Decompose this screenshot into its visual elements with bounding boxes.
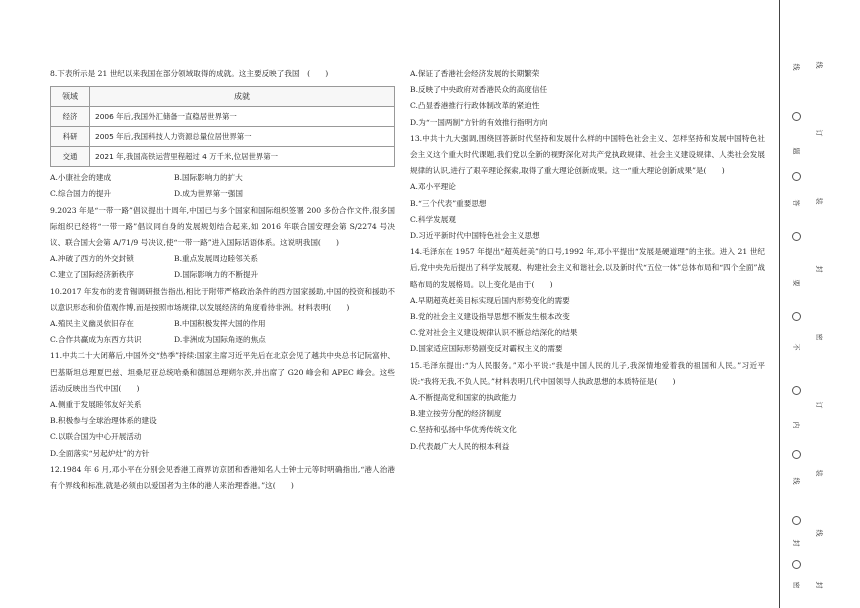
- binding-hole-icon: [792, 516, 801, 525]
- binding-hole-icon: [792, 312, 801, 321]
- table-header-row: [51, 87, 395, 107]
- binding-char: 装: [815, 469, 823, 477]
- q10-option-d[interactable]: D.非洲成为国际角逐的焦点: [174, 335, 266, 345]
- q9-option-c[interactable]: C.建立了国际经济新秩序: [50, 270, 134, 280]
- q10-stem: 10.2017 年发布的麦肯锡调研报告指出,相比于附带严格政治条件的西方国家援助,中国的投资和援助不以意识形态和价值观作博,而是按照市场规律,以发展经济的角度看待非洲。材料表明( ): [50, 286, 395, 312]
- table-header-achievement: 成就: [90, 87, 395, 107]
- q8-options-row: [50, 170, 395, 186]
- q8-stem: 8.下表所示是 21 世纪以来我国在部分领域取得的成就。这主要反映了我国 ( ): [50, 69, 329, 78]
- q10-options-row: [50, 332, 395, 348]
- q8-options-row: [50, 186, 395, 202]
- q12-option-b[interactable]: B.反映了中央政府对香港民众的高度信任: [410, 85, 548, 95]
- binding-char: 订: [815, 401, 823, 409]
- binding-char: 密: [815, 333, 823, 341]
- binding-margin: [789, 20, 803, 600]
- binding-char: 封: [815, 581, 823, 589]
- q15-option-b[interactable]: B.建立按劳分配的经济制度: [410, 409, 502, 419]
- binding-hole-icon: [792, 172, 801, 181]
- table-cell-achievement: 2006 年后,我国外汇储备一直稳居世界第一: [90, 107, 395, 127]
- q15-option-c[interactable]: C.坚持和弘扬中华优秀传统文化: [410, 425, 517, 435]
- table-cell-achievement: 2005 年后,我国科技人力资源总量位居世界第一: [90, 127, 395, 147]
- table-row: [51, 147, 395, 167]
- binding-char: 要: [792, 279, 800, 287]
- q11-option-c[interactable]: C.以联合国为中心开展活动: [50, 432, 142, 442]
- binding-char: 不: [792, 343, 800, 351]
- q14-stem: 14.毛泽东在 1957 年提出“超英赶美”的口号,1992 年,邓小平提出“发展是硬道理”的主张。进入 21 世纪后,党中央先后提出了科学发展观、构建社会主义和谐社会,以及新时代“五位一体”总体布局和“四个全面”战略布局的发展格局。以上变化是由于( ): [410, 247, 765, 289]
- table-cell-field: 科研: [51, 127, 90, 147]
- q11-option-b[interactable]: B.积极参与全球治理体系的建设: [50, 416, 157, 426]
- left-column: [50, 66, 395, 494]
- q9-options-row: [50, 267, 395, 283]
- binding-hole-icon: [792, 232, 801, 241]
- q9-options-row: [50, 251, 395, 267]
- q10-option-b[interactable]: B.中国积极发挥大国的作用: [174, 319, 266, 329]
- q12-option-a[interactable]: A.保证了香港社会经济发展的长期繁荣: [410, 69, 540, 78]
- q8-option-c[interactable]: C.综合国力的提升: [50, 189, 112, 199]
- table-cell-field: 交通: [51, 147, 90, 167]
- binding-line: [779, 0, 780, 608]
- q13-option-b[interactable]: B.“三个代表”重要思想: [410, 198, 487, 208]
- q15-option-a[interactable]: A.不断提高党和国家的执政能力: [410, 393, 517, 403]
- q9-option-a[interactable]: A.冲破了西方的外交封锁: [50, 254, 134, 264]
- binding-margin-outer: [812, 20, 826, 600]
- right-column: [410, 66, 765, 455]
- q9-stem: 9.2023 年是“一带一路”倡议提出十周年,中国已与多个国家和国际组织签署 200 多份合作文件,很多国际组织已经将“一带一路”倡议同自身的发展规划结合起来,如 2016 年联合国安理会第 S/2274 号决议、联合国大会第 A/71/9 号决议,使“一带一路”进入国际话语体系。这说明我国( ): [50, 205, 395, 248]
- binding-char: 线: [792, 63, 800, 71]
- binding-hole-icon: [792, 112, 801, 121]
- q14-option-b[interactable]: B.党的社会主义建设指导思想不断发生根本改变: [410, 312, 570, 322]
- q12-option-d[interactable]: D.为“一国两制”方针的有效推行指明方向: [410, 117, 548, 127]
- q11-option-d[interactable]: D.全面落实“另起炉灶”的方针: [50, 448, 150, 458]
- q9-option-b[interactable]: B.重点发展周边睦邻关系: [174, 254, 258, 264]
- table-row: [51, 107, 395, 127]
- binding-char: 封: [815, 265, 823, 273]
- q13-option-c[interactable]: C.科学发展观: [410, 214, 456, 224]
- q12-stem: 12.1984 年 6 月,邓小平在分别会见香港工商界访京团和香港知名人士钟士元等时明确指出,“港人治港有个界线和标准,就是必须由以爱国者为主体的港人来治理香港。”这( ): [50, 464, 395, 491]
- q9-option-d[interactable]: D.国际影响力的不断提升: [174, 270, 259, 280]
- q14-option-c[interactable]: C.党对社会主义建设规律认识不断总结深化的结果: [410, 328, 578, 338]
- q14-option-a[interactable]: A.早期超英赶美目标实现后国内形势变化的需要: [410, 295, 570, 305]
- binding-char: 封: [792, 539, 800, 547]
- q15-option-d[interactable]: D.代表最广大人民的根本利益: [410, 441, 510, 451]
- binding-char: 订: [815, 129, 823, 137]
- q13-option-d[interactable]: D.习近平新时代中国特色社会主义思想: [410, 231, 540, 241]
- q12-option-c[interactable]: C.凸显香港推行行政体制改革的紧迫性: [410, 101, 540, 111]
- binding-char: 线: [815, 61, 823, 69]
- binding-hole-icon: [792, 450, 801, 459]
- q8-option-d[interactable]: D.成为世界第一强国: [174, 189, 243, 199]
- table-header-field: 领域: [51, 87, 90, 107]
- achievement-table: [50, 86, 395, 167]
- q13-stem: 13.中共十九大强调,围绕回答新时代坚持和发展什么样的中国特色社会主义、怎样坚持和发展中国特色社会主义这个重大时代课题,我们党以全新的视野深化对共产党执政规律、社会主义建设规律、人类社会发展规律的认识,进行了艰辛理论探索,取得了重大理论创新成果。这一“重大理论创新成果”是( ): [410, 133, 765, 176]
- binding-char: 答: [792, 199, 800, 207]
- q13-option-a[interactable]: A.邓小平理论: [410, 182, 456, 192]
- binding-char: 密: [792, 581, 800, 589]
- q8-option-b[interactable]: B.国际影响力的扩大: [174, 173, 243, 183]
- q11-stem: 11.中共二十大闭幕后,中国外交“热季”持续:国家主席习近平先后在北京会见了越共中央总书记阮富仲、巴基斯坦总理夏巴兹、坦桑尼亚总统哈桑和德国总理朔尔茨,并出席了 G20 峰会和 APEC 峰会。这些活动反映出当代中国( ): [50, 351, 395, 393]
- q14-option-d[interactable]: D.国家适应国际形势剧变反对霸权主义的需要: [410, 344, 563, 354]
- q15-stem: 15.毛泽东提出:“为人民服务。”邓小平说:“我是中国人民的儿子,我深情地爱着我的祖国和人民。”习近平说:“我将无我,不负人民。”材料表明几代中国领导人执政思想的本质特征是( ): [410, 360, 765, 386]
- q10-option-a[interactable]: A.殖民主义幽灵依旧存在: [50, 319, 134, 329]
- q11-option-a[interactable]: A.侧重于发展睦邻友好关系: [50, 400, 142, 410]
- table-cell-achievement: 2021 年,我国高铁运营里程超过 4 万千米,位居世界第一: [90, 147, 395, 167]
- q10-options-row: [50, 316, 395, 332]
- binding-char: 线: [792, 477, 800, 485]
- binding-char: 线: [815, 529, 823, 537]
- binding-hole-icon: [792, 560, 801, 569]
- table-cell-field: 经济: [51, 107, 90, 127]
- table-row: [51, 127, 395, 147]
- binding-char: 题: [792, 147, 800, 155]
- q10-option-c[interactable]: C.合作共赢成为东西方共识: [50, 335, 142, 345]
- binding-char: 内: [792, 421, 800, 429]
- q8-option-a[interactable]: A.小康社会的建成: [50, 173, 112, 183]
- binding-char: 装: [815, 197, 823, 205]
- binding-hole-icon: [792, 386, 801, 395]
